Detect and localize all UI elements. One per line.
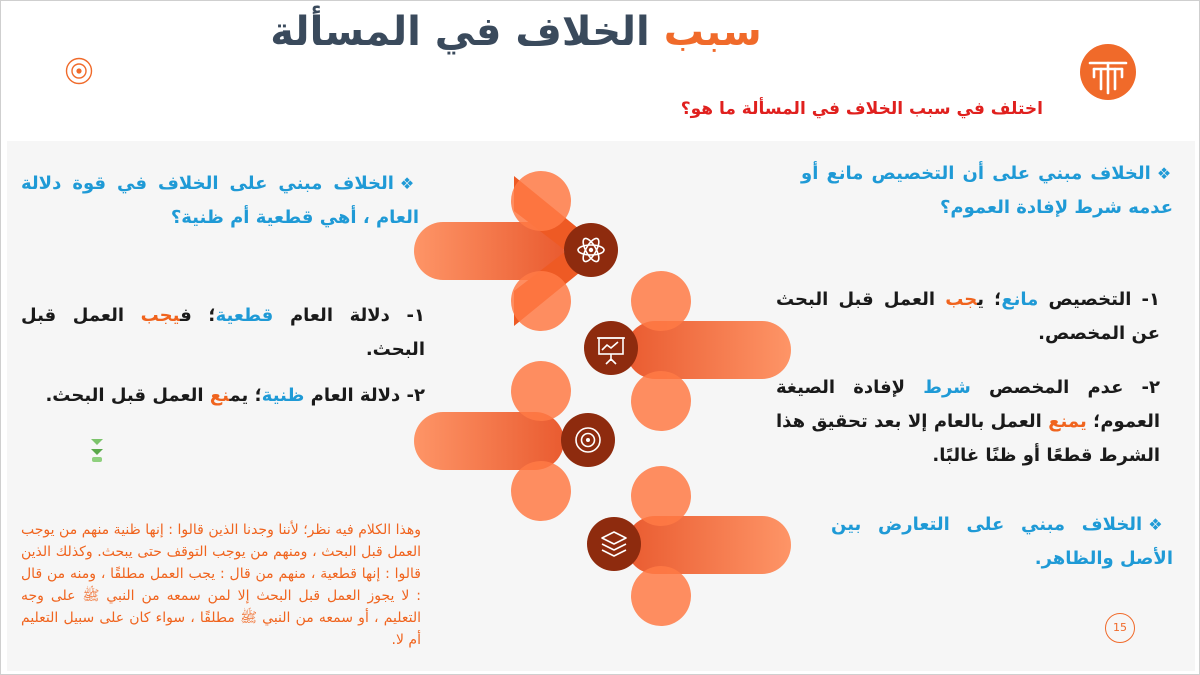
left-item-1: ١- دلالة العام قطعية؛ فيجب العمل قبل البحث. <box>21 305 425 360</box>
right-heading-1: ❖الخلاف مبني على أن التخصيص مانع أو عدمه شرط لإفادة العموم؟ <box>801 163 1174 218</box>
left-heading: ❖الخلاف مبني على الخلاف في قوة دلالة العام ، أهي قطعية أم ظنية؟ <box>21 173 419 228</box>
right-item-2: ٢- عدم المخصص شرط لإفادة الصيغة العموم؛ يمنع العمل بالعام إلا بعد تحقيق هذا الشرط قطعًا أو ظنًا غالبًا. <box>776 377 1161 466</box>
target-icon <box>561 413 615 467</box>
arrow-right-3 <box>414 349 583 534</box>
question-text: اختلف في سبب الخلاف في المسألة ما هو؟ <box>680 99 1043 119</box>
diamond-bullet-icon: ❖ <box>1156 164 1174 183</box>
title-rest: الخلاف في المسألة <box>270 9 664 55</box>
logo-icon <box>1079 43 1137 101</box>
presentation-icon <box>584 321 638 375</box>
layers-icon <box>587 517 641 571</box>
title-accent: سبب <box>663 9 762 55</box>
arrows-graphic <box>406 166 796 636</box>
atom-icon <box>564 223 618 277</box>
arrow-left-2 <box>619 259 791 444</box>
target-icon <box>65 57 93 85</box>
page-title <box>1 9 1031 55</box>
double-chevron-down-icon <box>89 435 105 465</box>
right-item-1: ١- التخصيص مانع؛ يجب العمل قبل البحث عن المخصص. <box>776 289 1160 344</box>
page-number: 15 <box>1105 613 1135 643</box>
arrow-left-4 <box>619 454 791 636</box>
right-heading-2: ❖الخلاف مبني على التعارض بين الأصل والظاهر. <box>831 514 1174 569</box>
left-item-2: ٢- دلالة العام ظنية؛ يمنع العمل قبل البحث. <box>45 385 425 406</box>
diamond-bullet-icon: ❖ <box>399 174 419 193</box>
left-note: وهذا الكلام فيه نظر؛ لأننا وجدنا الذين قالوا : إنها ظنية منهم من يوجب العمل قبل البحث ، ومنهم من يوجب التوقف حتى يبحث. وكذلك الذين قالوا : إنها قطعية ، منهم من قال : يجب العمل مطلقًا ، ومنه من قال : لا يجوز العمل قبل البحث إلا لمن سمعه من النبي ﷺ على وجه التعليم ، أو سمعه من النبي ﷺ مطلقًا ، سواء كان على سبيل التعليم أم لا. <box>21 522 421 648</box>
diamond-bullet-icon: ❖ <box>1148 515 1174 534</box>
